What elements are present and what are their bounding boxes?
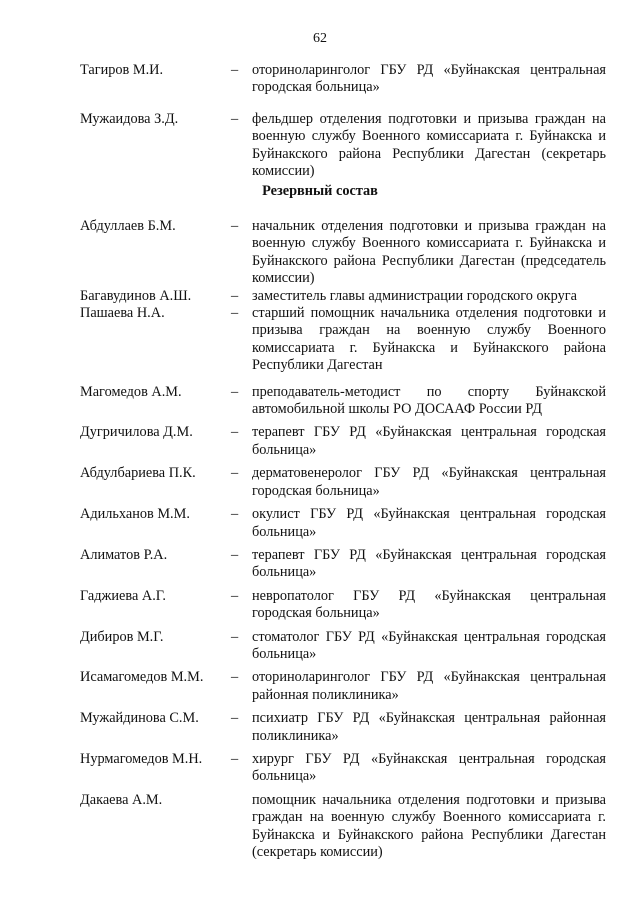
member-dash: – <box>231 587 239 604</box>
member-role: терапевт ГБУ РД «Буйнакская центральная городская больница» <box>252 424 606 458</box>
member-dash: – <box>231 383 239 400</box>
member-name: Адильханов М.М. <box>80 506 190 523</box>
member-role: окулист ГБУ РД «Буйнакская центральная городская больница» <box>252 506 606 540</box>
member-entry <box>0 62 640 97</box>
reserve-entry <box>0 506 640 541</box>
member-role: дерматовенеролог ГБУ РД «Буйнакская центральная городская больница» <box>252 465 606 499</box>
member-role: стоматолог ГБУ РД «Буйнакская центральная городская больница» <box>252 628 606 662</box>
member-dash: – <box>231 287 239 304</box>
member-dash: – <box>231 424 239 441</box>
reserve-entry <box>0 305 640 375</box>
member-dash: – <box>231 465 239 482</box>
member-name: Нурмагомедов М.Н. <box>80 750 203 767</box>
member-dash: – <box>231 110 239 127</box>
page-number: 62 <box>313 31 327 46</box>
member-dash: – <box>231 218 239 234</box>
member-dash: – <box>231 628 239 645</box>
member-role: невропатолог ГБУ РД «Буйнакская центральная городская больница» <box>252 587 606 622</box>
reserve-entry <box>0 465 640 500</box>
member-dash: – <box>231 750 239 767</box>
member-role: терапевт ГБУ РД «Буйнакская центральная городская больница» <box>252 546 606 581</box>
member-role: хирург ГБУ РД «Буйнакская центральная городская больница» <box>252 750 606 785</box>
member-dash: – <box>231 305 239 322</box>
main-members-list <box>0 62 640 180</box>
member-name: Багавудинов А.Ш. <box>80 287 192 304</box>
member-role: заместитель главы администрации городского округа <box>252 287 577 304</box>
member-role: фельдшер отделения подготовки и призыва граждан на военную службу Военного комиссариата г. Буйнакска и Буйнакского района Республики Дагестан (секретарь комиссии) <box>252 110 606 180</box>
member-role: помощник начальника отделения подготовки и призыва граждан на военную службу Военного комиссариата г. Буйнакска и Буйнакского района Республики Дагестан (секретарь комиссии) <box>252 791 606 860</box>
member-role: психиатр ГБУ РД «Буйнакская центральная районная поликлиника» <box>252 710 606 744</box>
member-dash: – <box>231 506 239 523</box>
reserve-members-list <box>0 218 640 861</box>
member-name: Абдуллаев Б.М. <box>80 218 176 234</box>
reserve-entry <box>0 588 640 623</box>
reserve-entry <box>0 288 640 305</box>
member-name: Мужайдинова С.М. <box>80 710 199 727</box>
member-name: Исамагомедов М.М. <box>80 669 204 686</box>
member-name: Пашаева Н.А. <box>80 305 165 322</box>
member-name: Мужаидова З.Д. <box>80 110 179 127</box>
member-dash: – <box>231 546 239 563</box>
member-name: Гаджиева А.Г. <box>80 587 167 604</box>
member-role: начальник отделения подготовки и призыва граждан на военную службу Военного комиссариата г. Буйнакска и Буйнакского района Республики Дагестан (председатель комиссии) <box>252 218 606 287</box>
member-role: старший помощник начальника отделения подготовки и призыва граждан на военную службу Военного комиссариата г. Буйнакска и Буйнакского района Республики Дагестан <box>252 305 606 374</box>
member-role: оториноларинголог ГБУ РД «Буйнакская центральная городская больница» <box>252 62 606 96</box>
reserve-entry <box>0 629 640 664</box>
member-role: преподаватель-методист по спорту Буйнакской автомобильной школы РО ДОСААФ России РД <box>252 383 606 418</box>
reserve-entry <box>0 669 640 704</box>
member-name: Дакаева А.М. <box>80 791 163 808</box>
reserve-entry <box>0 547 640 582</box>
member-name: Дибиров М.Г. <box>80 628 164 645</box>
member-dash: – <box>231 669 239 686</box>
member-entry <box>0 111 640 181</box>
reserve-entry <box>0 792 640 862</box>
member-role: оториноларинголог ГБУ РД «Буйнакская центральная районная поликлиника» <box>252 669 606 703</box>
member-name: Алиматов Р.А. <box>80 546 168 563</box>
reserve-entry <box>0 751 640 786</box>
reserve-entry <box>0 710 640 745</box>
reserve-entry <box>0 424 640 459</box>
member-name: Абдулбариева П.К. <box>80 465 196 482</box>
reserve-entry <box>0 218 640 288</box>
member-dash: – <box>231 62 239 78</box>
member-name: Тагиров М.И. <box>80 62 164 78</box>
member-name: Магомедов А.М. <box>80 383 182 400</box>
member-name: Дугричилова Д.М. <box>80 424 193 441</box>
reserve-entry <box>0 384 640 419</box>
member-dash: – <box>231 710 239 727</box>
reserve-heading: Резервный состав <box>262 183 378 199</box>
